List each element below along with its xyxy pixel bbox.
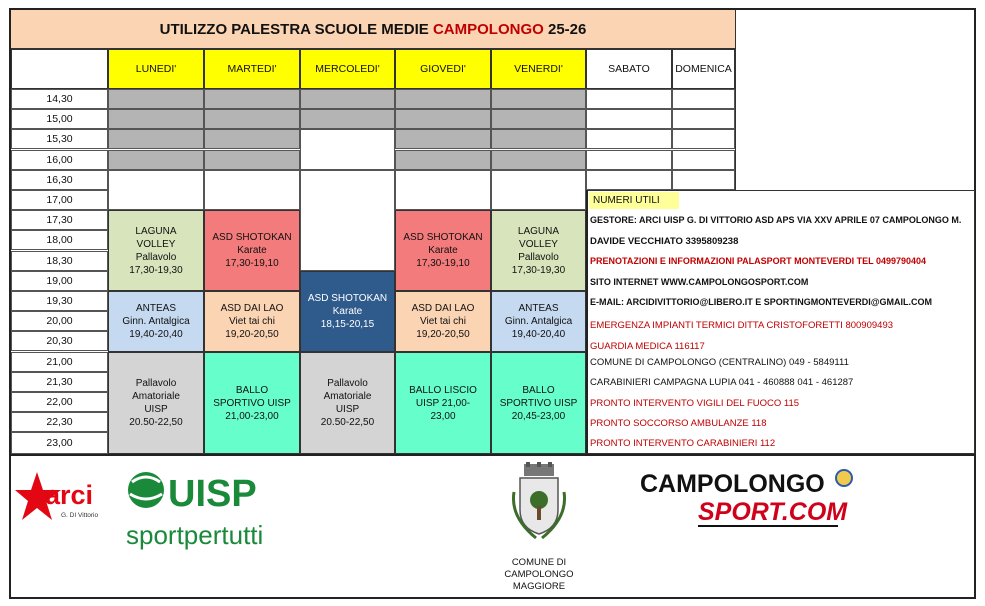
header-sabato: SABATO bbox=[586, 49, 672, 89]
time-label: 18,00 bbox=[11, 230, 108, 250]
activity-block-giovedi-shotokan: ASD SHOTOKAN Karate 17,30-19,10 bbox=[395, 210, 491, 291]
uisp-logo bbox=[124, 468, 294, 553]
uisp-ball-icon bbox=[124, 468, 294, 553]
empty-cell bbox=[586, 150, 672, 170]
activity-block-venerdi-ballo: BALLO SPORTIVO UISP 20,45-23,00 bbox=[491, 352, 586, 454]
activity-block-lunedi-laguna: LAGUNA VOLLEY Pallavolo 17,30-19,30 bbox=[108, 210, 204, 291]
unavailable-cell bbox=[108, 150, 204, 170]
arci-logo-subtext: G. DI Vittorio bbox=[61, 512, 99, 519]
time-label: 19,30 bbox=[11, 291, 108, 311]
comune-crest bbox=[508, 462, 570, 542]
time-label: 21,00 bbox=[11, 352, 108, 372]
time-label: 22,30 bbox=[11, 412, 108, 432]
time-label: 20,30 bbox=[11, 331, 108, 351]
empty-cell bbox=[586, 89, 672, 109]
info-line-heating-emergency: EMERGENZA IMPIANTI TERMICI DITTA CRISTOFORETTI 800909493 bbox=[590, 320, 894, 331]
unavailable-cell bbox=[491, 129, 586, 149]
uisp-logo-subtext: sportpertutti bbox=[126, 520, 264, 550]
info-line-carabinieri-local: CARABINIERI CAMPAGNA LUPIA 041 - 460888 041 - 461287 bbox=[590, 377, 854, 388]
header-empty-cell bbox=[11, 49, 108, 89]
activity-block-mercoledi-pallavolo: Pallavolo Amatoriale UISP 20.50-22,50 bbox=[300, 352, 395, 454]
info-line-bookings: PRENOTAZIONI E INFORMAZIONI PALASPORT MONTEVERDI TEL 0499790404 bbox=[590, 256, 927, 266]
unavailable-cell bbox=[395, 109, 491, 129]
empty-cell bbox=[204, 170, 300, 210]
time-label: 18,30 bbox=[11, 251, 108, 271]
header-domenica: DOMENICA bbox=[672, 49, 735, 89]
blank-area bbox=[735, 10, 974, 190]
activity-block-giovedi-ballo: BALLO LISCIO UISP 21,00- 23,00 bbox=[395, 352, 491, 454]
info-line-website: SITO INTERNET WWW.CAMPOLONGOSPORT.COM bbox=[590, 277, 809, 287]
header-lunedi: LUNEDI' bbox=[108, 49, 204, 89]
time-label: 21,30 bbox=[11, 372, 108, 392]
empty-cell bbox=[395, 170, 491, 210]
useful-numbers-heading: NUMERI UTILI bbox=[589, 192, 679, 209]
unavailable-cell bbox=[300, 109, 395, 129]
header-martedi: MARTEDI' bbox=[204, 49, 300, 89]
coat-of-arms-icon bbox=[508, 462, 570, 542]
unavailable-cell bbox=[108, 89, 204, 109]
campolongosport-bottom-text: SPORT.COM bbox=[698, 498, 848, 526]
time-label: 15,00 bbox=[11, 109, 108, 129]
activity-block-venerdi-anteas: ANTEAS Ginn. Antalgica 19,40-20,40 bbox=[491, 291, 586, 352]
info-line-email: E-MAIL: ARCIDIVITTORIO@LIBERO.IT E SPORTINGMONTEVERDI@GMAIL.COM bbox=[590, 297, 933, 307]
arci-star-icon bbox=[15, 468, 110, 530]
arci-logo bbox=[15, 468, 110, 530]
unavailable-cell bbox=[395, 89, 491, 109]
empty-cell bbox=[300, 129, 395, 170]
arci-logo-text: arci bbox=[45, 480, 94, 510]
empty-cell bbox=[672, 89, 735, 109]
activity-block-martedi-ballo: BALLO SPORTIVO UISP 21,00-23,00 bbox=[204, 352, 300, 454]
time-label: 20,00 bbox=[11, 311, 108, 331]
page-title bbox=[11, 10, 735, 49]
time-label: 15,30 bbox=[11, 129, 108, 149]
unavailable-cell bbox=[108, 109, 204, 129]
uisp-logo-text: UISP bbox=[168, 473, 257, 515]
header-venerdi: VENERDI' bbox=[491, 49, 586, 89]
empty-cell bbox=[586, 170, 672, 190]
time-label: 19,00 bbox=[11, 271, 108, 291]
empty-cell bbox=[108, 170, 204, 210]
unavailable-cell bbox=[204, 89, 300, 109]
comune-name: COMUNE DI CAMPOLONGO MAGGIORE bbox=[504, 557, 574, 592]
time-label: 17,30 bbox=[11, 210, 108, 230]
time-label: 17,00 bbox=[11, 190, 108, 210]
header-giovedi: GIOVEDI' bbox=[395, 49, 491, 89]
empty-cell bbox=[672, 170, 735, 190]
campolongosport-ball-icon bbox=[638, 466, 853, 530]
campolongosport-logo bbox=[638, 466, 853, 530]
activity-block-mercoledi-shotokan: ASD SHOTOKAN Karate 18,15-20,15 bbox=[300, 271, 395, 352]
campolongosport-top-text: CAMPOLONGO bbox=[640, 470, 825, 498]
empty-cell bbox=[586, 109, 672, 129]
unavailable-cell bbox=[204, 129, 300, 149]
empty-cell bbox=[672, 129, 735, 149]
empty-cell bbox=[672, 150, 735, 170]
info-line-fire-brigade: PRONTO INTERVENTO VIGILI DEL FUOCO 115 bbox=[590, 398, 800, 409]
time-label: 22,00 bbox=[11, 392, 108, 412]
unavailable-cell bbox=[204, 150, 300, 170]
info-line-municipality: COMUNE DI CAMPOLONGO (CENTRALINO) 049 - 5849111 bbox=[590, 357, 849, 368]
info-line-ambulance: PRONTO SOCCORSO AMBULANZE 118 bbox=[590, 418, 767, 429]
unavailable-cell bbox=[395, 129, 491, 149]
activity-block-martedi-shotokan: ASD SHOTOKAN Karate 17,30-19,10 bbox=[204, 210, 300, 291]
activity-block-lunedi-pallavolo: Pallavolo Amatoriale UISP 20.50-22,50 bbox=[108, 352, 204, 454]
info-line-carabinieri: PRONTO INTERVENTO CARABINIERI 112 bbox=[590, 438, 776, 449]
info-line-manager: GESTORE: ARCI UISP G. DI VITTORIO ASD APS VIA XXV APRILE 07 CAMPOLONGO M. bbox=[590, 215, 962, 225]
time-label: 14,30 bbox=[11, 89, 108, 109]
info-line-medical: GUARDIA MEDICA 116117 bbox=[590, 341, 705, 352]
empty-cell bbox=[300, 170, 395, 271]
activity-block-giovedi-dailao: ASD DAI LAO Viet tai chi 19,20-20,50 bbox=[395, 291, 491, 352]
time-label: 16,00 bbox=[11, 150, 108, 170]
unavailable-cell bbox=[491, 150, 586, 170]
activity-block-lunedi-anteas: ANTEAS Ginn. Antalgica 19,40-20,40 bbox=[108, 291, 204, 352]
title-prefix: UTILIZZO PALESTRA SCUOLE MEDIE bbox=[159, 20, 433, 38]
info-line-contact: DAVIDE VECCHIATO 3395809238 bbox=[590, 236, 739, 247]
unavailable-cell bbox=[395, 150, 491, 170]
empty-cell bbox=[491, 170, 586, 210]
empty-cell bbox=[672, 109, 735, 129]
header-mercoledi: MERCOLEDI' bbox=[300, 49, 395, 89]
unavailable-cell bbox=[204, 109, 300, 129]
unavailable-cell bbox=[491, 109, 586, 129]
title-season: 25-26 bbox=[543, 20, 587, 38]
unavailable-cell bbox=[300, 89, 395, 109]
time-label: 23,00 bbox=[11, 432, 108, 454]
unavailable-cell bbox=[108, 129, 204, 149]
title-place: CAMPOLONGO bbox=[432, 20, 544, 38]
time-label: 16,30 bbox=[11, 170, 108, 190]
unavailable-cell bbox=[491, 89, 586, 109]
activity-block-martedi-dailao: ASD DAI LAO Viet tai chi 19,20-20,50 bbox=[204, 291, 300, 352]
activity-block-venerdi-laguna: LAGUNA VOLLEY Pallavolo 17,30-19,30 bbox=[491, 210, 586, 291]
empty-cell bbox=[586, 129, 672, 149]
